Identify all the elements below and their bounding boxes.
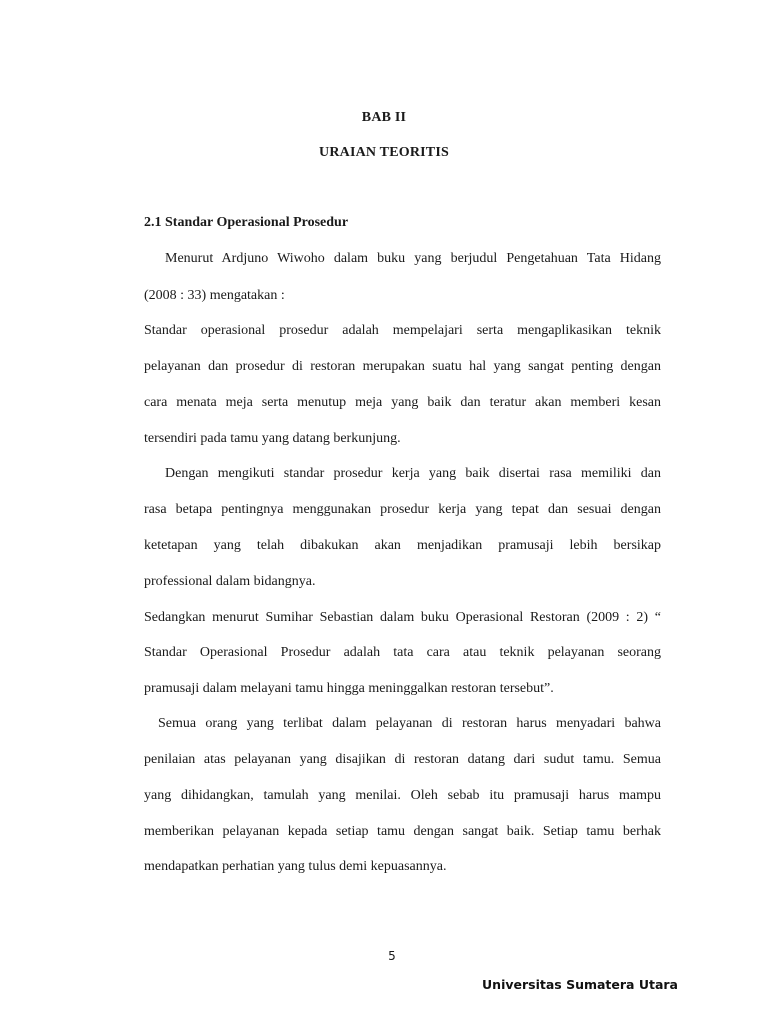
paragraph-line: Dengan mengikuti standar prosedur kerja yang baik disertai rasa memiliki dan bbox=[165, 466, 661, 481]
paragraph-line: pelayanan dan prosedur di restoran merupakan suatu hal yang sangat penting dengan bbox=[144, 359, 661, 374]
paragraph-line: Standar operasional prosedur adalah mempelajari serta mengaplikasikan teknik bbox=[144, 323, 661, 338]
university-footer: Universitas Sumatera Utara bbox=[482, 977, 678, 992]
chapter-label: BAB II bbox=[361, 110, 407, 125]
paragraph-line: professional dalam bidangnya. bbox=[144, 574, 316, 589]
paragraph-line: Semua orang yang terlibat dalam pelayanan di restoran harus menyadari bahwa bbox=[158, 716, 661, 731]
page-number: 5 bbox=[388, 949, 396, 963]
paragraph-line: rasa betapa pentingnya menggunakan prosedur kerja yang tepat dan sesuai dengan bbox=[144, 502, 661, 517]
paragraph-line: pramusaji dalam melayani tamu hingga meninggalkan restoran tersebut”. bbox=[144, 681, 554, 696]
paragraph-line: yang dihidangkan, tamulah yang menilai. Oleh sebab itu pramusaji harus mampu bbox=[144, 788, 661, 803]
paragraph-line: mendapatkan perhatian yang tulus demi kepuasannya. bbox=[144, 859, 447, 874]
paragraph-line: tersendiri pada tamu yang datang berkunjung. bbox=[144, 431, 401, 446]
paragraph-line: Standar Operasional Prosedur adalah tata cara atau teknik pelayanan seorang bbox=[144, 645, 661, 660]
paragraph-line: penilaian atas pelayanan yang disajikan di restoran datang dari sudut tamu. Semua bbox=[144, 752, 661, 767]
paragraph-line: (2008 : 33) mengatakan : bbox=[144, 288, 285, 303]
chapter-title: URAIAN TEORITIS bbox=[319, 145, 449, 160]
paragraph-line: memberikan pelayanan kepada setiap tamu dengan sangat baik. Setiap tamu berhak bbox=[144, 824, 661, 839]
section-heading: 2.1 Standar Operasional Prosedur bbox=[144, 215, 349, 230]
paragraph-line: Menurut Ardjuno Wiwoho dalam buku yang berjudul Pengetahuan Tata Hidang bbox=[165, 251, 661, 266]
paragraph-line: cara menata meja serta menutup meja yang baik dan teratur akan memberi kesan bbox=[144, 395, 661, 410]
paragraph-line: ketetapan yang telah dibakukan akan menjadikan pramusaji lebih bersikap bbox=[144, 538, 661, 553]
paragraph-line: Sedangkan menurut Sumihar Sebastian dalam buku Operasional Restoran (2009 : 2) “ bbox=[144, 610, 661, 625]
